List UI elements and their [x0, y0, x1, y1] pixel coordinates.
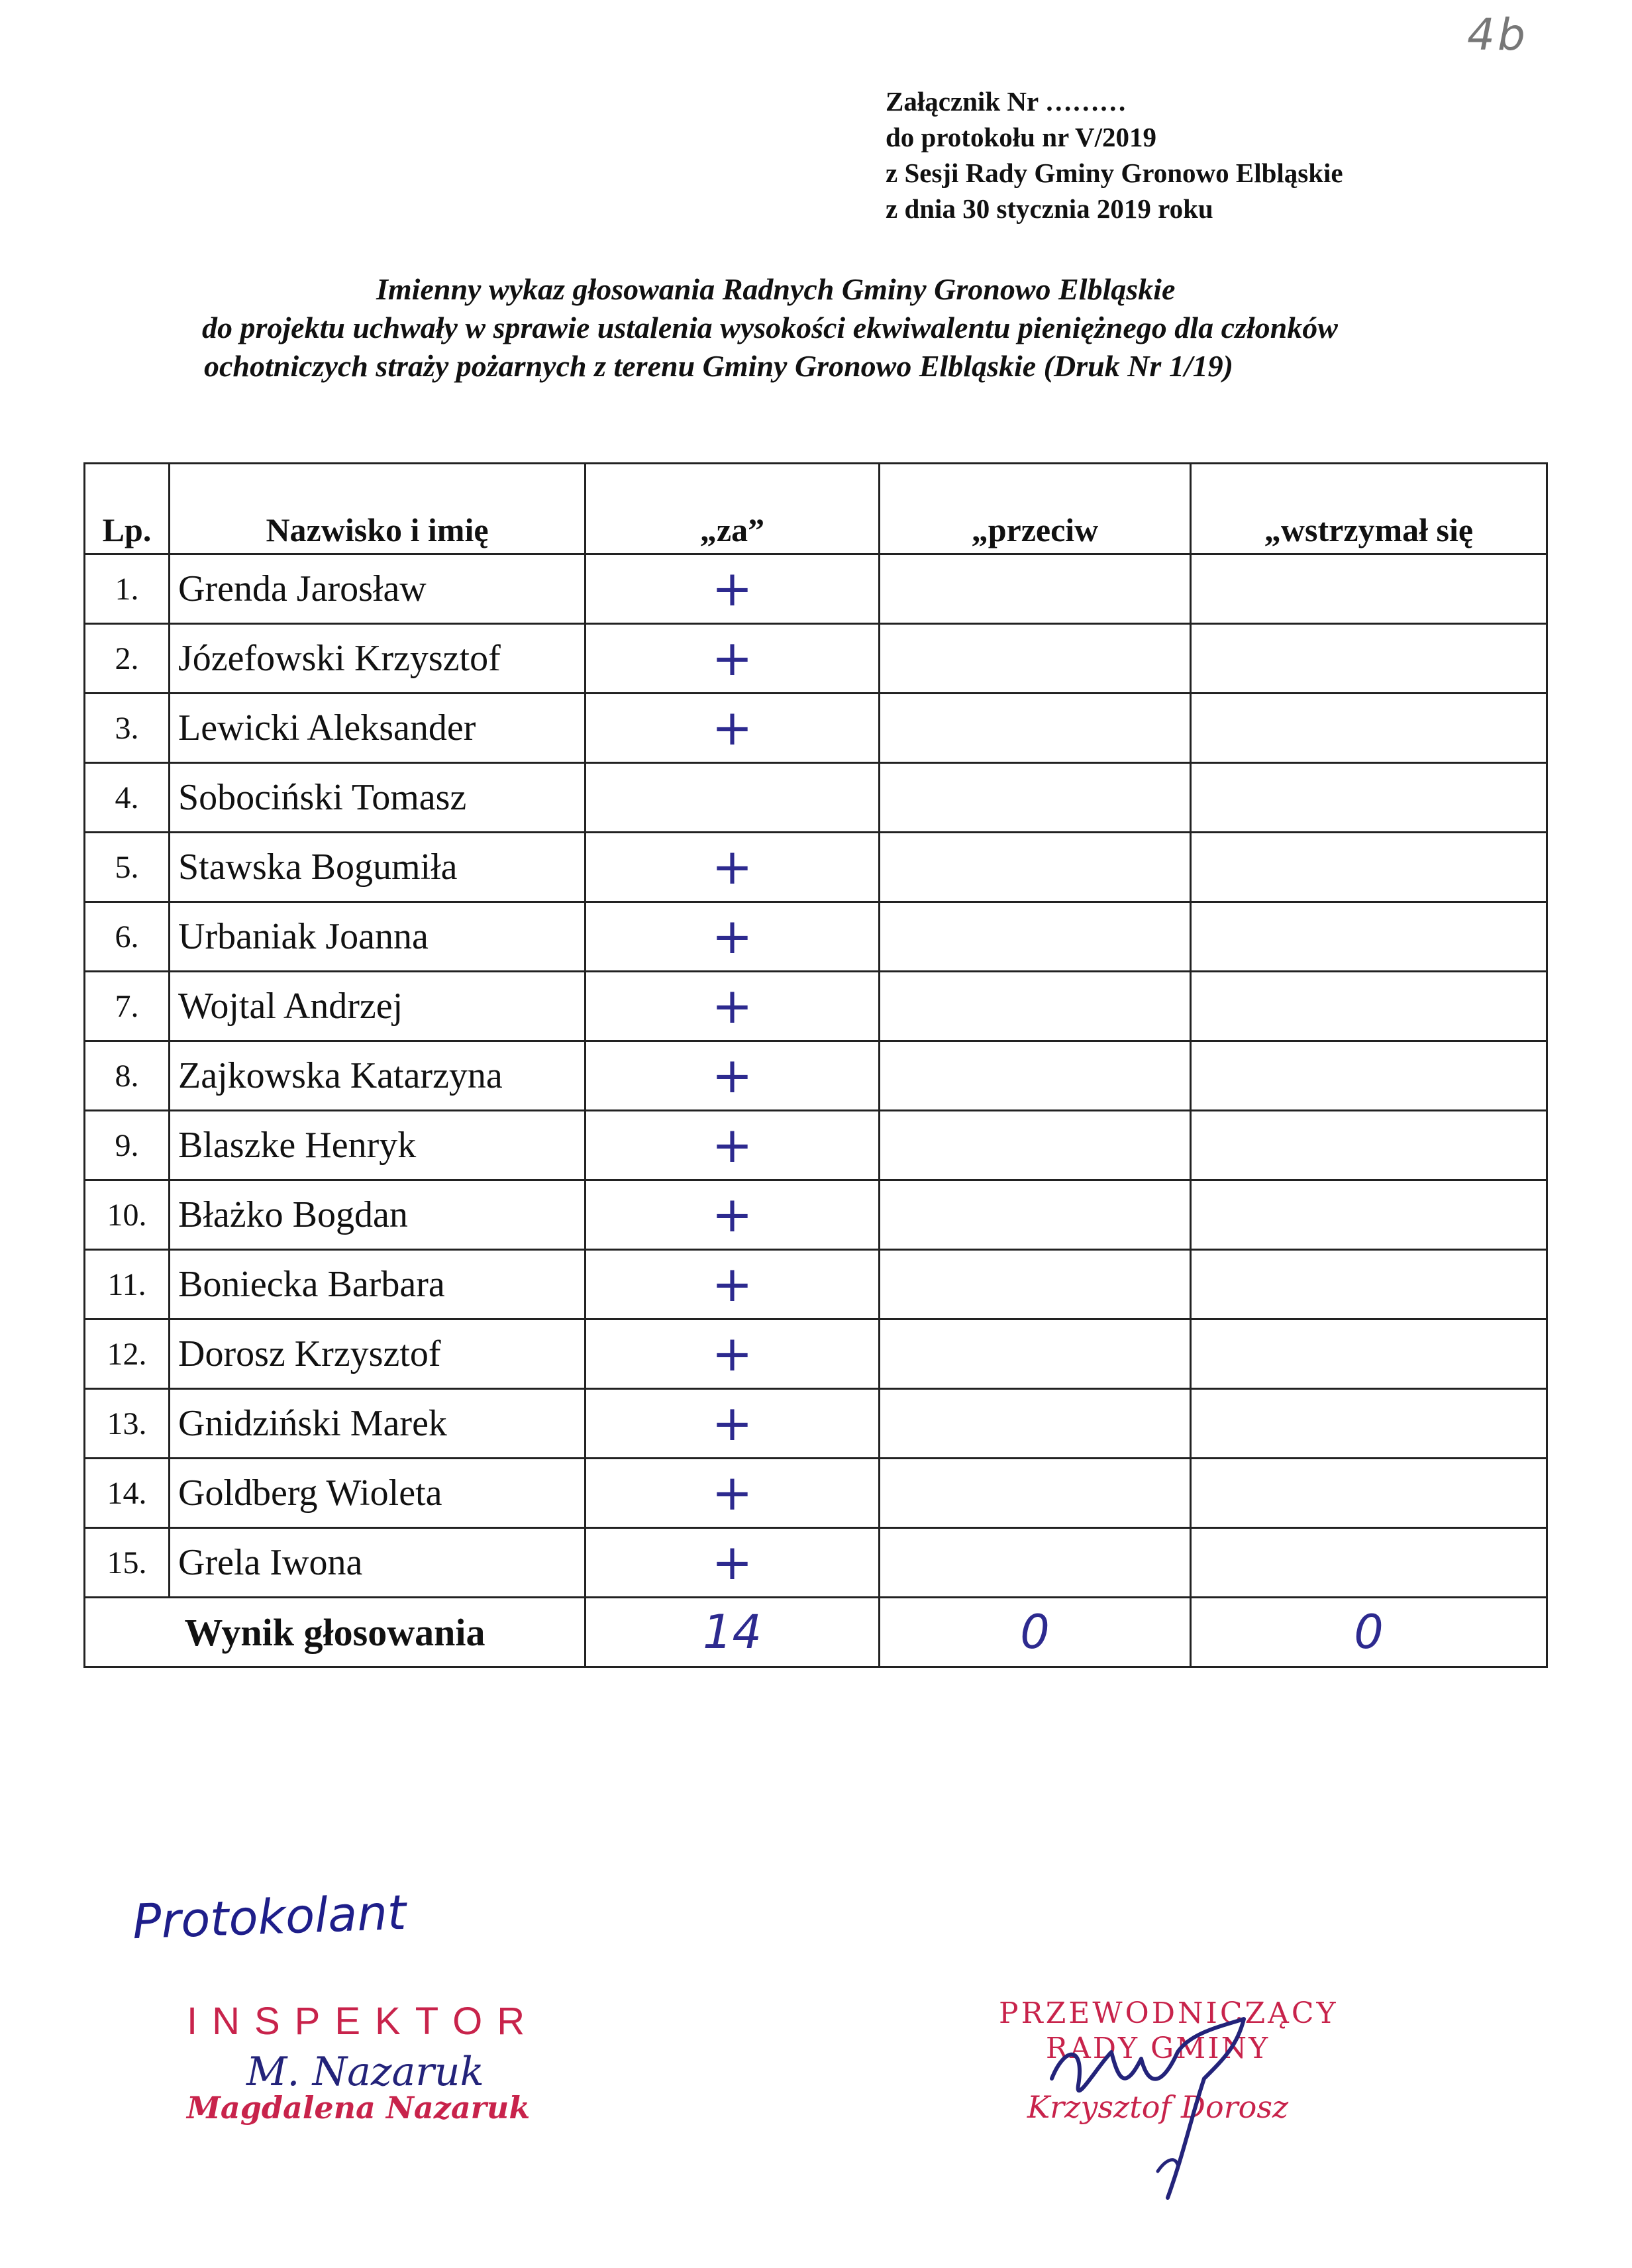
- chair-name: Krzysztof Dorosz: [1027, 2089, 1289, 2125]
- vote-za-mark: +: [586, 1180, 880, 1250]
- table-row: [85, 1459, 1547, 1528]
- vote-za-mark: +: [586, 972, 880, 1041]
- row-lp: 2.: [85, 624, 170, 694]
- vote-za-mark: +: [586, 1111, 880, 1180]
- chair-role: PRZEWODNICZĄCY: [999, 1996, 1339, 2030]
- inspector-stamp: [187, 1999, 540, 2126]
- row-lp: 6.: [85, 902, 170, 972]
- vote-za-mark: +: [586, 1459, 880, 1528]
- row-name: Dorosz Krzysztof: [170, 1319, 586, 1389]
- title-line-3: ochotniczych straży pożarnych z terenu Gminy Gronowo Elbląskie (Druk Nr 1/19): [204, 349, 1233, 383]
- vote-za-mark: +: [586, 554, 880, 624]
- row-name: Urbaniak Joanna: [170, 902, 586, 972]
- vote-wstrzymal-mark: [1191, 1180, 1547, 1250]
- protocol-number-line: do protokołu nr V/2019: [886, 122, 1156, 152]
- total-row: [85, 1598, 1547, 1667]
- header-za: „za”: [586, 464, 880, 554]
- document-title: [202, 270, 1338, 386]
- table-row: [85, 1389, 1547, 1459]
- table-row: [85, 1111, 1547, 1180]
- header-lp: Lp.: [85, 464, 170, 554]
- row-lp: 15.: [85, 1528, 170, 1598]
- vote-przeciw-mark: [880, 1528, 1191, 1598]
- vote-za-mark: [586, 763, 880, 833]
- vote-wstrzymal-mark: [1191, 1319, 1547, 1389]
- row-lp: 5.: [85, 833, 170, 902]
- vote-za-mark: +: [586, 624, 880, 694]
- vote-wstrzymal-mark: [1191, 1041, 1547, 1111]
- row-lp: 1.: [85, 554, 170, 624]
- chair-signature-mark: [1025, 2006, 1303, 2204]
- row-name: Sobociński Tomasz: [170, 763, 586, 833]
- row-lp: 14.: [85, 1459, 170, 1528]
- protocol-label: Protokolant: [131, 1884, 407, 1950]
- row-name: Grela Iwona: [170, 1528, 586, 1598]
- table-row: [85, 1528, 1547, 1598]
- vote-przeciw-mark: [880, 1459, 1191, 1528]
- vote-za-mark: +: [586, 902, 880, 972]
- row-lp: 4.: [85, 763, 170, 833]
- row-lp: 3.: [85, 694, 170, 763]
- row-lp: 7.: [85, 972, 170, 1041]
- vote-wstrzymal-mark: [1191, 1111, 1547, 1180]
- row-name: Boniecka Barbara: [170, 1250, 586, 1319]
- vote-za-mark: +: [586, 1528, 880, 1598]
- row-lp: 9.: [85, 1111, 170, 1180]
- vote-za-mark: +: [586, 694, 880, 763]
- table-row: [85, 972, 1547, 1041]
- chair-org: RADY GMINY: [1045, 2032, 1270, 2065]
- inspector-signature: M. Nazaruk: [246, 2049, 484, 2095]
- vote-przeciw-mark: [880, 1111, 1191, 1180]
- header-przeciw: „przeciw: [880, 464, 1191, 554]
- vote-przeciw-mark: [880, 1389, 1191, 1459]
- table-row: [85, 763, 1547, 833]
- vote-za-mark: +: [586, 1250, 880, 1319]
- vote-wstrzymal-mark: [1191, 554, 1547, 624]
- row-name: Lewicki Aleksander: [170, 694, 586, 763]
- vote-przeciw-mark: [880, 972, 1191, 1041]
- table-row: [85, 833, 1547, 902]
- table-row: [85, 902, 1547, 972]
- vote-wstrzymal-mark: [1191, 972, 1547, 1041]
- table-header-row: [85, 464, 1547, 554]
- vote-przeciw-mark: [880, 833, 1191, 902]
- inspector-name: Magdalena Nazaruk: [187, 2090, 531, 2126]
- row-lp: 10.: [85, 1180, 170, 1250]
- row-name: Gnidziński Marek: [170, 1389, 586, 1459]
- vote-przeciw-mark: [880, 554, 1191, 624]
- title-line-2: do projektu uchwały w sprawie ustalenia wysokości ekwiwalentu pieniężnego dla członków: [202, 311, 1338, 344]
- header-wstrzymal: „wstrzymał się: [1191, 464, 1547, 554]
- row-name: Błażko Bogdan: [170, 1180, 586, 1250]
- vote-wstrzymal-mark: [1191, 1459, 1547, 1528]
- header-name: Nazwisko i imię: [170, 464, 586, 554]
- table-row: [85, 554, 1547, 624]
- row-lp: 13.: [85, 1389, 170, 1459]
- page-number: 4b: [1467, 9, 1528, 60]
- vote-przeciw-mark: [880, 1041, 1191, 1111]
- vote-wstrzymal-mark: [1191, 763, 1547, 833]
- vote-przeciw-mark: [880, 1180, 1191, 1250]
- total-za: 14: [586, 1598, 880, 1667]
- table-row: [85, 624, 1547, 694]
- vote-wstrzymal-mark: [1191, 624, 1547, 694]
- vote-wstrzymal-mark: [1191, 1389, 1547, 1459]
- session-line: z Sesji Rady Gminy Gronowo Elbląskie: [886, 158, 1343, 188]
- total-przeciw: 0: [880, 1598, 1191, 1667]
- vote-przeciw-mark: [880, 1250, 1191, 1319]
- vote-za-mark: +: [586, 1389, 880, 1459]
- row-name: Goldberg Wioleta: [170, 1459, 586, 1528]
- row-name: Wojtal Andrzej: [170, 972, 586, 1041]
- vote-przeciw-mark: [880, 624, 1191, 694]
- row-lp: 12.: [85, 1319, 170, 1389]
- date-line: z dnia 30 stycznia 2019 roku: [886, 193, 1213, 224]
- vote-table: [83, 462, 1548, 1668]
- row-name: Stawska Bogumiła: [170, 833, 586, 902]
- table-row: [85, 1180, 1547, 1250]
- table-row: [85, 1319, 1547, 1389]
- vote-wstrzymal-mark: [1191, 694, 1547, 763]
- total-wstrzymal: 0: [1191, 1598, 1547, 1667]
- vote-za-mark: +: [586, 833, 880, 902]
- vote-przeciw-mark: [880, 763, 1191, 833]
- inspector-role: INSPEKTOR: [187, 2000, 540, 2043]
- attachment-header: [886, 83, 1343, 227]
- vote-wstrzymal-mark: [1191, 1250, 1547, 1319]
- row-name: Grenda Jarosław: [170, 554, 586, 624]
- row-lp: 8.: [85, 1041, 170, 1111]
- vote-przeciw-mark: [880, 902, 1191, 972]
- row-name: Blaszke Henryk: [170, 1111, 586, 1180]
- vote-wstrzymal-mark: [1191, 833, 1547, 902]
- vote-za-mark: +: [586, 1041, 880, 1111]
- vote-wstrzymal-mark: [1191, 1528, 1547, 1598]
- vote-wstrzymal-mark: [1191, 902, 1547, 972]
- table-row: [85, 694, 1547, 763]
- row-name: Zajkowska Katarzyna: [170, 1041, 586, 1111]
- vote-za-mark: +: [586, 1319, 880, 1389]
- table-row: [85, 1250, 1547, 1319]
- vote-przeciw-mark: [880, 694, 1191, 763]
- title-line-1: Imienny wykaz głosowania Radnych Gminy Gronowo Elbląskie: [376, 272, 1176, 306]
- row-lp: 11.: [85, 1250, 170, 1319]
- vote-przeciw-mark: [880, 1319, 1191, 1389]
- attachment-number-line: Załącznik Nr ………: [886, 86, 1127, 117]
- table-row: [85, 1041, 1547, 1111]
- total-label: Wynik głosowania: [85, 1598, 586, 1667]
- row-name: Józefowski Krzysztof: [170, 624, 586, 694]
